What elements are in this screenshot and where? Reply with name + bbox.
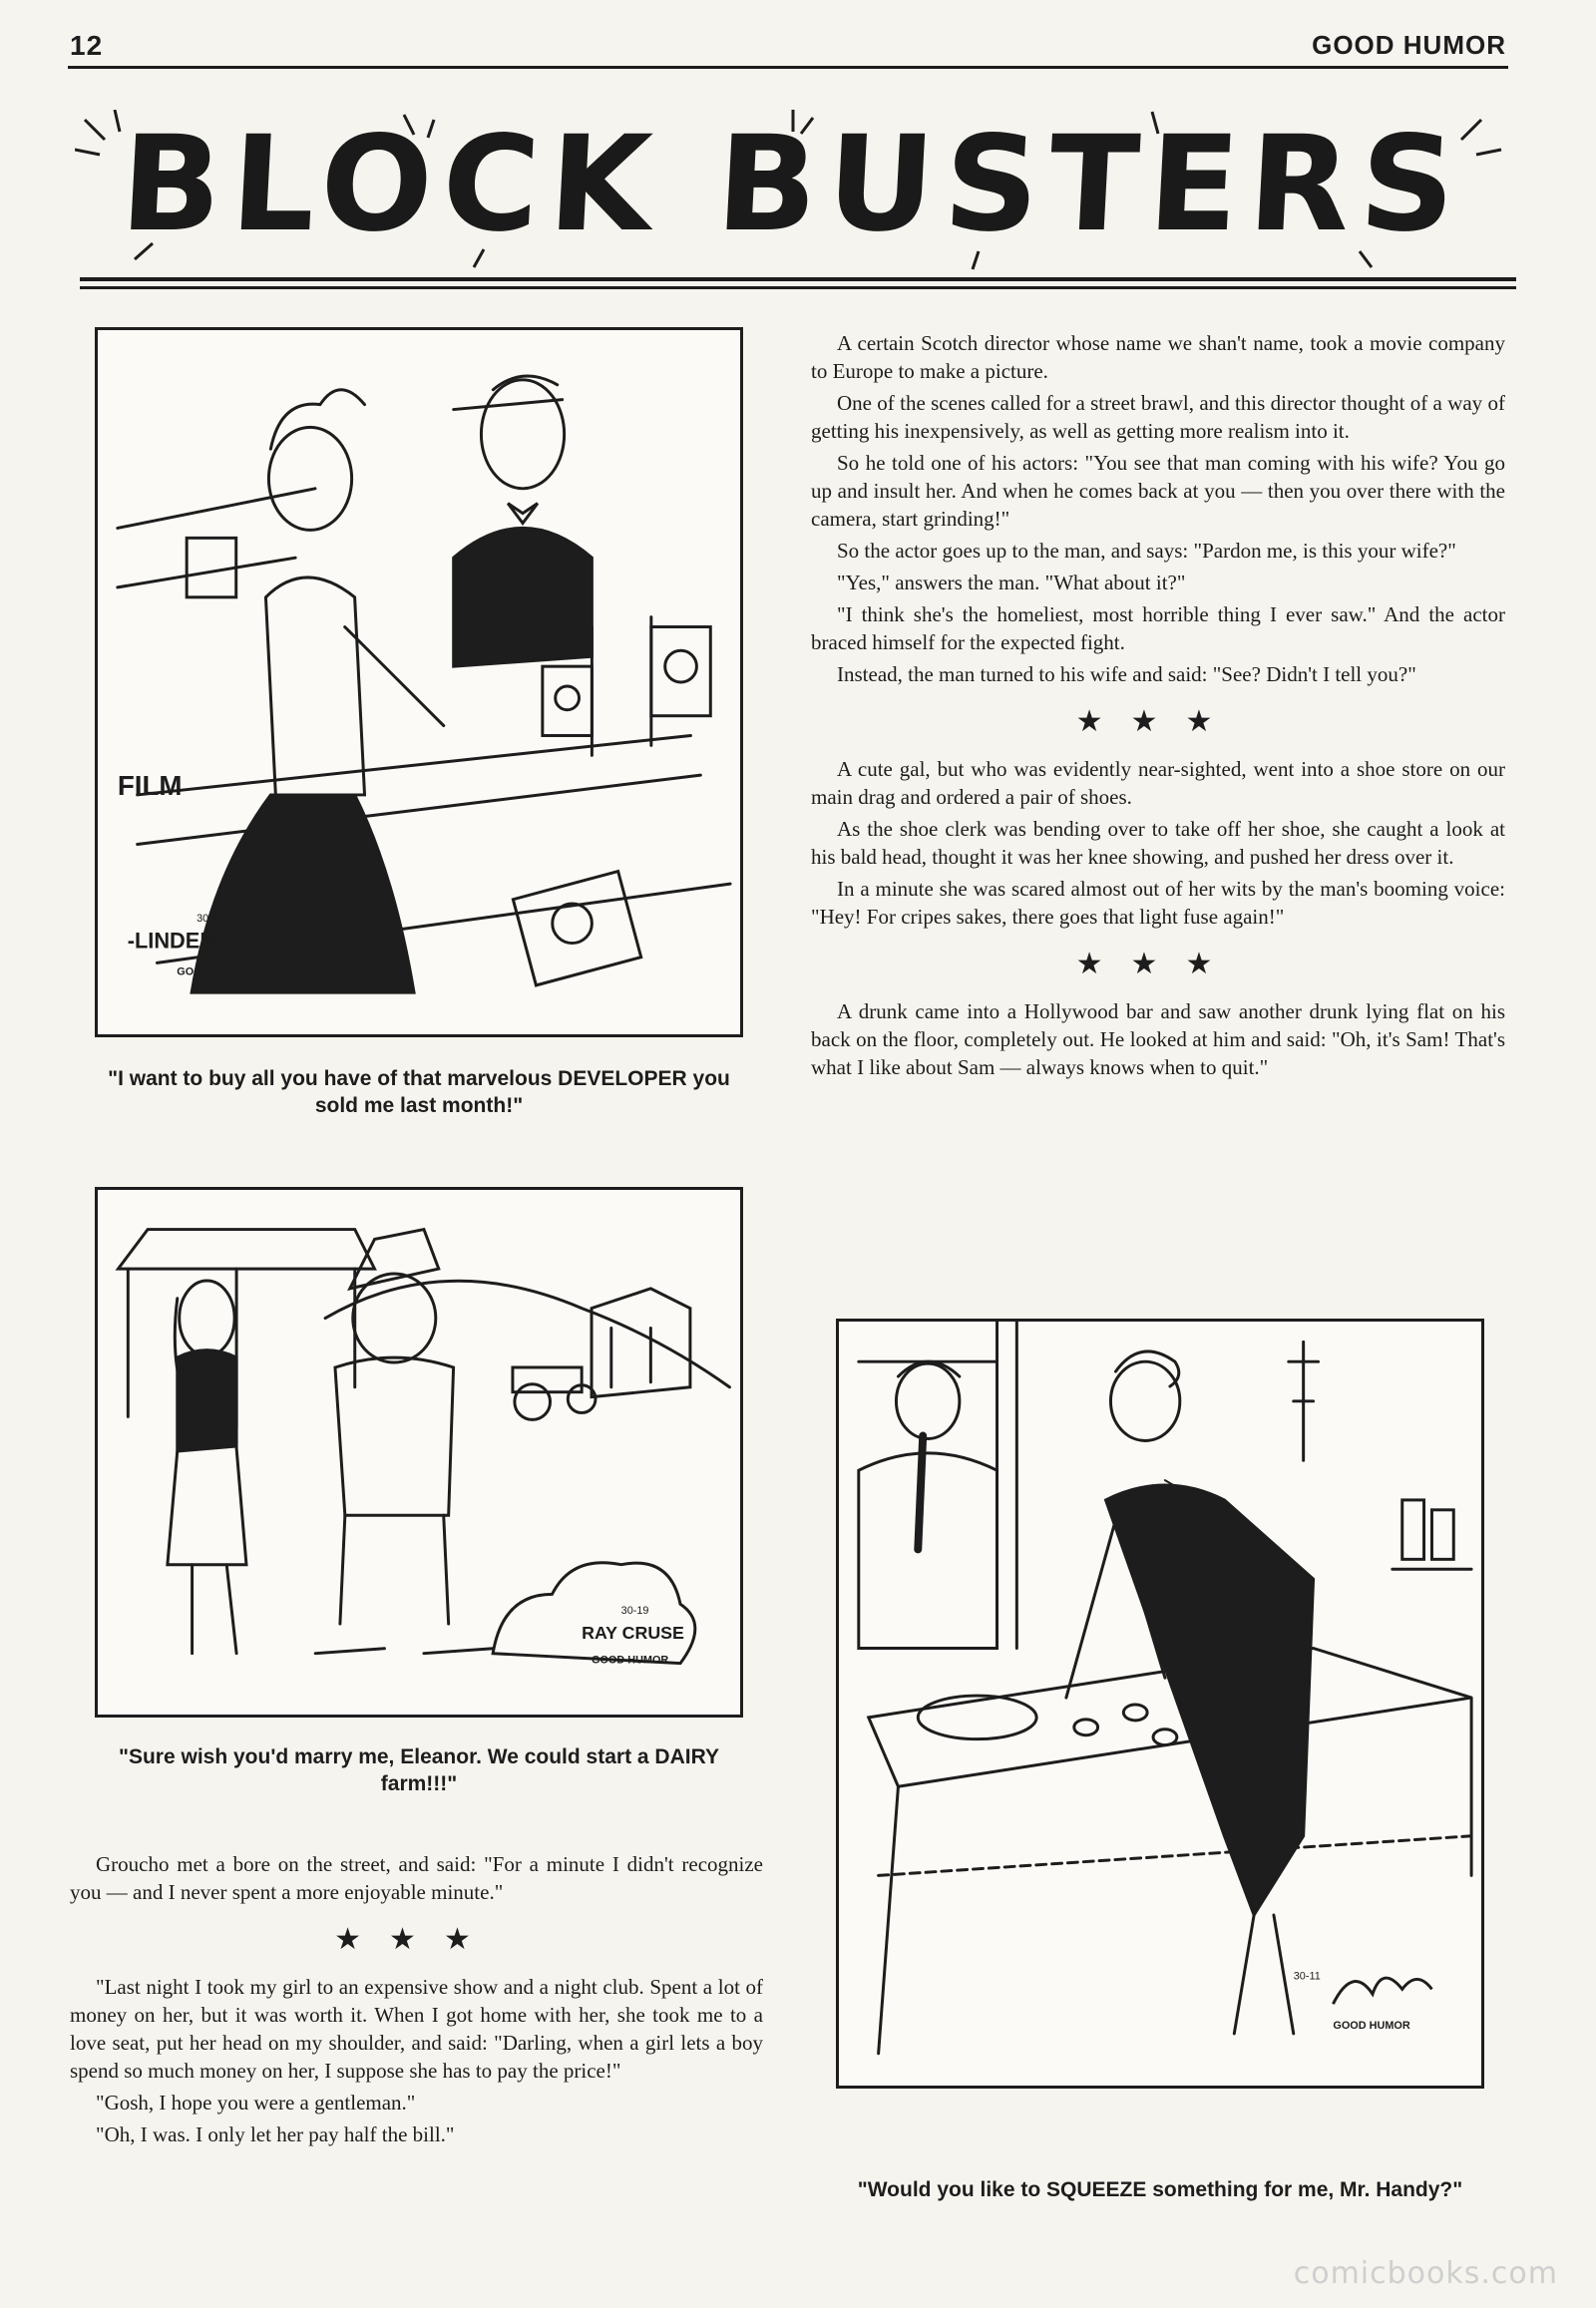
joke-paragraph: A cute gal, but who was evidently near-sighted, went into a shoe store on our main drag and ordered a pair of shoes. <box>811 757 1505 809</box>
joke-paragraph: "I think she's the homeliest, most horrible thing I ever saw." And the actor braced himself for the expected fight. <box>811 602 1505 654</box>
joke-paragraph: A certain Scotch director whose name we shan't name, took a movie company to Europe to make a picture. <box>811 331 1505 383</box>
joke-paragraph: Groucho met a bore on the street, and said: "For a minute I didn't recognize you — and I never spent a more enjoyable minute." <box>70 1852 763 1904</box>
cartoon-illustration-farm <box>98 1190 740 1715</box>
watermark: comicbooks.com <box>1293 2256 1558 2291</box>
joke-paragraph: One of the scenes called for a street brawl, and this director thought of a way of getting his inexpensively, as well as getting more realism into it. <box>811 391 1505 443</box>
cartoon-credit: GOOD HUMOR <box>1333 2019 1410 2032</box>
cartoon-credit: GOOD HUMOR <box>177 965 254 978</box>
jokes-column-left <box>70 1850 763 2152</box>
joke-paragraph: "Gosh, I hope you were a gentleman." <box>96 2091 416 2115</box>
page-number: 12 <box>70 30 104 61</box>
cartoon-caption-party: "Would you like to SQUEEZE something for me, Mr. Handy?" <box>857 2178 1463 2201</box>
cartoon-caption-farm: "Sure wish you'd marry me, Eleanor. We could start a DAIRY farm!!!" <box>119 1745 719 1795</box>
joke-paragraph: "Last night I took my girl to an expensive show and a night club. Spent a lot of money on her, but it was worth it. When I got home with her, she took me to a love seat, put her head on my shoulder, and said: "Darling, when a girl lets a boy spend so much money on her, I suppose she has to pay the price!" <box>70 1975 763 2083</box>
cartoon-caption-camera-shop: "I want to buy all you have of that marvelous DEVELOPER you sold me last month!" <box>108 1067 730 1117</box>
magazine-name: GOOD HUMOR <box>1312 30 1506 60</box>
header-divider <box>68 66 1508 69</box>
title-banner <box>75 110 1511 274</box>
cartoon-panel-party <box>836 1319 1484 2089</box>
cartoon-code: 30-11 <box>1293 1970 1321 1983</box>
joke-paragraph: "Yes," answers the man. "What about it?" <box>837 571 1186 594</box>
cartoon-illustration-camera-shop <box>98 330 740 1034</box>
page-title: BLOCK BUSTERS <box>117 108 1469 261</box>
cartoon-code: 30-19 <box>620 1605 649 1618</box>
cartoon-signature: RAY CRUSE <box>582 1622 684 1643</box>
joke-paragraph: As the shoe clerk was bending over to take off her shoe, she caught a look at his bald head, thought it was her knee showing, and pushed her dress over it. <box>811 817 1505 869</box>
section-separator-stars: ★★★ <box>334 1922 499 1957</box>
artist-signature-scribble <box>1333 1978 1431 2004</box>
cartoon-credit: GOOD HUMOR <box>592 1654 669 1667</box>
section-separator-stars: ★★★ <box>1075 947 1241 981</box>
cartoon-panel-farm <box>95 1187 743 1718</box>
cartoon-code: 30-64 <box>197 912 224 925</box>
jokes-column-right <box>811 329 1505 1085</box>
film-sign-text: FILM <box>117 769 183 801</box>
joke-paragraph: A drunk came into a Hollywood bar and saw another drunk lying flat on his back on the floor, completely out. He looked at him and said: "Oh, it's Sam! That's what I like about Sam — always knows when to quit." <box>811 999 1505 1079</box>
joke-paragraph: So the actor goes up to the man, and says: "Pardon me, is this your wife?" <box>837 539 1456 563</box>
section-separator-stars: ★★★ <box>1075 704 1241 739</box>
cartoon-panel-camera-shop <box>95 327 743 1037</box>
cartoon-illustration-party <box>839 1322 1481 2086</box>
cartoon-signature: -LINDENSMITH <box>127 928 283 954</box>
joke-paragraph: "Oh, I was. I only let her pay half the bill." <box>96 2122 455 2146</box>
joke-paragraph: Instead, the man turned to his wife and said: "See? Didn't I tell you?" <box>837 662 1416 686</box>
joke-paragraph: So he told one of his actors: "You see that man coming with his wife? You go up and insult her. And when he comes back at you — then you over there with the camera, start grinding!" <box>811 451 1505 531</box>
title-underline <box>80 277 1516 289</box>
joke-paragraph: In a minute she was scared almost out of her wits by the man's booming voice: "Hey! For cripes sakes, there goes that light fuse again!" <box>811 877 1505 929</box>
